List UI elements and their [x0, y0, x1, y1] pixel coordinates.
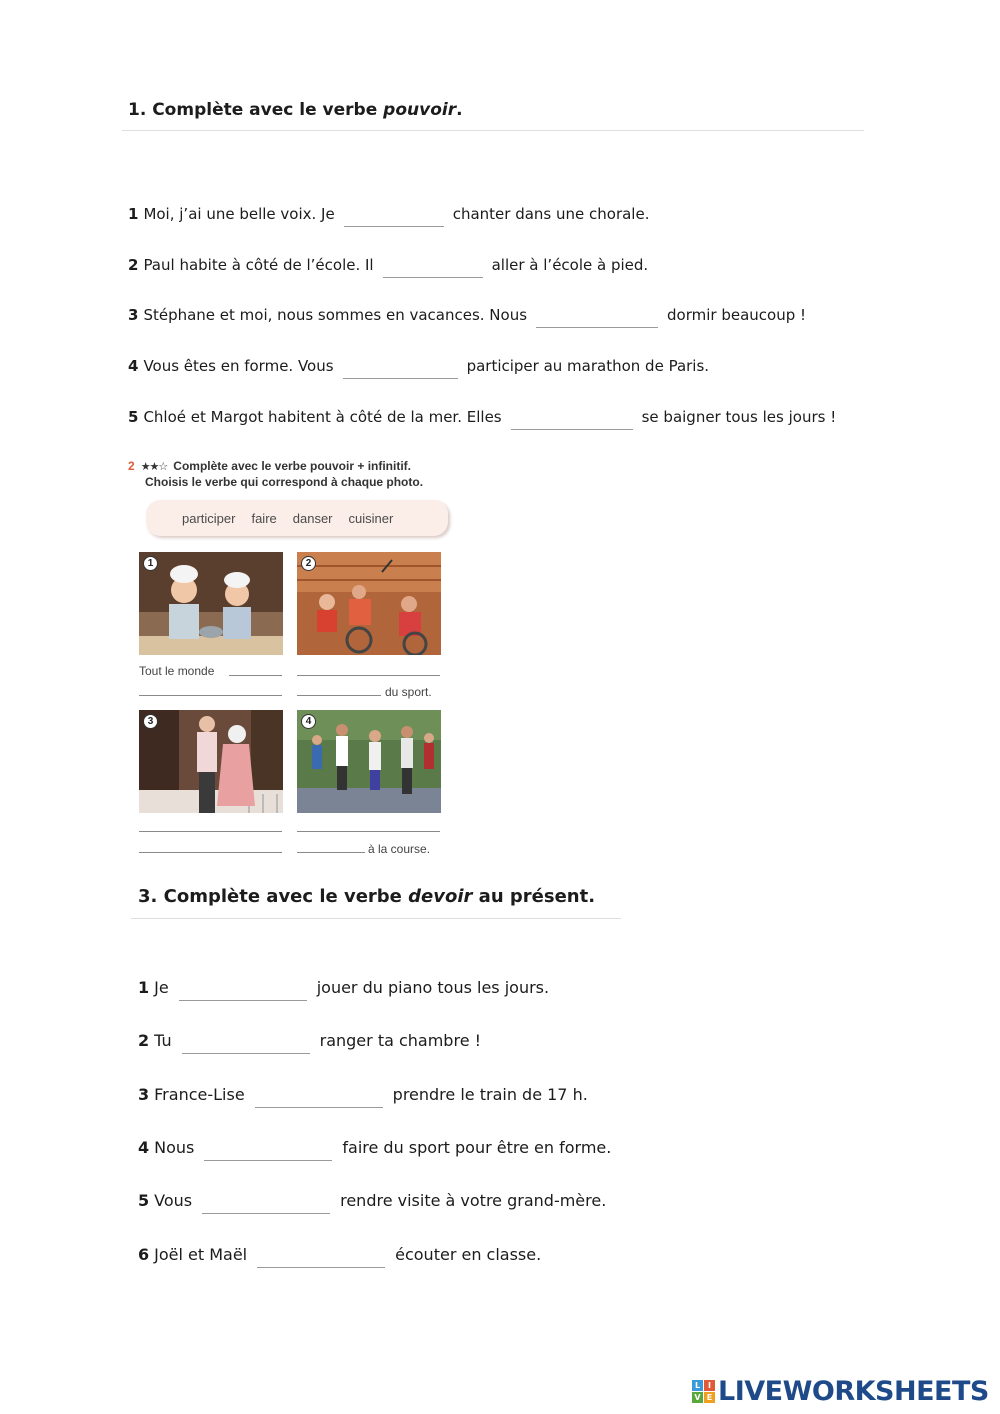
answer-blank[interactable] [257, 1247, 385, 1268]
photo-dancing [139, 710, 283, 813]
answer-line[interactable] [139, 831, 282, 832]
photo-wheelchair-basketball [297, 552, 441, 655]
answer-line[interactable] [139, 695, 282, 696]
photo-number-badge: 4 [301, 714, 316, 729]
answer-line[interactable] [297, 831, 440, 832]
exercise2-number: 2 [128, 459, 135, 473]
liveworksheets-logo [692, 1376, 989, 1407]
s3-item-4: 4 Nous faire du sport pour être en forme. [138, 1136, 611, 1157]
answer-line[interactable] [297, 695, 381, 696]
s1-item-4: 4 Vous êtes en forme. Vous participer au marathon de Paris. [128, 354, 709, 375]
s3-item-6: 6 Joël et Maël écouter en classe. [138, 1243, 541, 1264]
section3-divider [131, 918, 621, 919]
difficulty-stars: ★★☆ [140, 460, 168, 473]
s3-item-3: 3 France-Lise prendre le train de 17 h. [138, 1083, 588, 1104]
section1-heading: 1. Complète avec le verbe pouvoir. [128, 100, 463, 120]
photo-number-badge: 1 [143, 556, 158, 571]
answer-line[interactable] [297, 675, 440, 676]
s3-item-5: 5 Vous rendre visite à votre grand-mère. [138, 1189, 606, 1210]
s3-item-1: 1 Je jouer du piano tous les jours. [138, 976, 549, 997]
answer-line[interactable] [297, 852, 365, 853]
answer-blank[interactable] [344, 206, 444, 227]
s3-item-2: 2 Tu ranger ta chambre ! [138, 1029, 481, 1050]
photo-cooking [139, 552, 283, 655]
word-bank [146, 500, 448, 536]
exercise2-instruction-1: Complète avec le verbe pouvoir + infinitif. [173, 459, 412, 473]
answer-blank[interactable] [511, 409, 633, 430]
answer-blank[interactable] [202, 1193, 330, 1214]
word-bank-item: danser [292, 510, 333, 526]
logo-text: LIVEWORKSHEETS [718, 1376, 989, 1407]
word-bank-item: faire [251, 510, 277, 526]
logo-icon: L I V E [692, 1380, 715, 1403]
word-bank-item: cuisiner [348, 510, 394, 526]
photo-number-badge: 2 [301, 556, 316, 571]
photo4-caption-end: à la course. [368, 842, 431, 856]
answer-blank[interactable] [536, 307, 658, 328]
answer-blank[interactable] [179, 980, 307, 1001]
answer-line[interactable] [229, 675, 282, 676]
photo-running [297, 710, 441, 813]
section3-heading: 3. Complète avec le verbe devoir au présent. [138, 886, 596, 907]
photo2-caption-end: du sport. [385, 685, 432, 699]
photo1-caption: Tout le monde [139, 664, 215, 678]
answer-blank[interactable] [255, 1087, 383, 1108]
s1-item-5: 5 Chloé et Margot habitent à côté de la mer. Elles se baigner tous les jours ! [128, 405, 836, 426]
answer-blank[interactable] [383, 257, 483, 278]
answer-blank[interactable] [182, 1033, 310, 1054]
exercise2-instruction-2: Choisis le verbe qui correspond à chaque photo. [145, 475, 424, 489]
answer-line[interactable] [139, 852, 282, 853]
s1-item-3: 3 Stéphane et moi, nous sommes en vacances. Nous dormir beaucoup ! [128, 303, 806, 324]
section1-divider [122, 130, 864, 131]
s1-item-1: 1 Moi, j’ai une belle voix. Je chanter dans une chorale. [128, 202, 649, 223]
photo-number-badge: 3 [143, 714, 158, 729]
answer-blank[interactable] [343, 358, 458, 379]
word-bank-item: participer [182, 510, 236, 526]
s1-item-2: 2 Paul habite à côté de l’école. Il aller à l’école à pied. [128, 253, 648, 274]
exercise2-title-row [128, 458, 411, 474]
answer-blank[interactable] [204, 1140, 332, 1161]
